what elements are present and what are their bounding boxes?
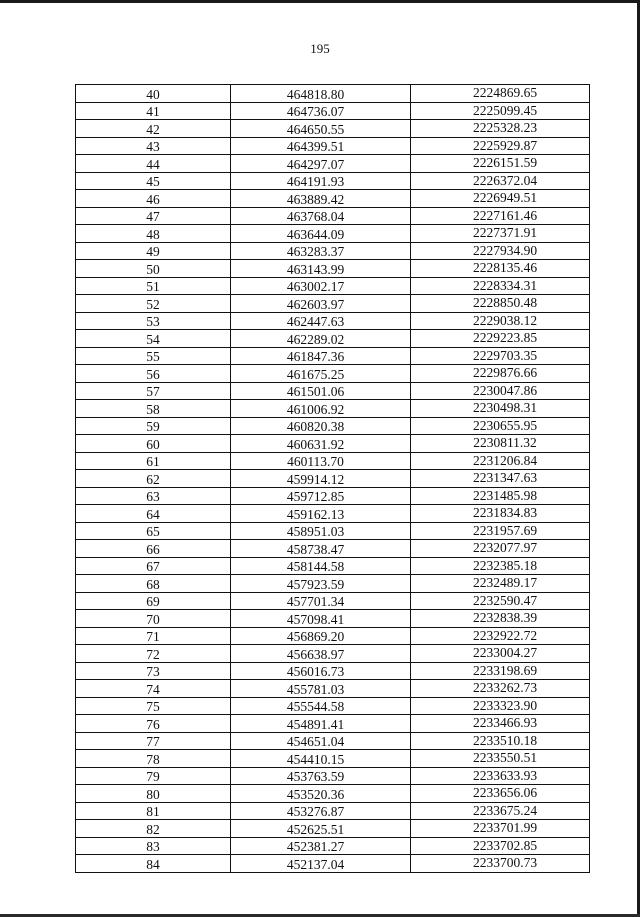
y-coordinate-cell: 2233702.85 [411, 837, 590, 855]
point-number-cell: 61 [76, 452, 231, 470]
x-coordinate-cell: 453276.87 [231, 802, 411, 820]
y-coordinate-cell: 2232077.97 [411, 540, 590, 558]
point-number-cell: 72 [76, 645, 231, 663]
table-row [76, 785, 590, 803]
y-coordinate-cell: 2225099.45 [411, 102, 590, 120]
table-row [76, 295, 590, 313]
table-row [76, 435, 590, 453]
y-coordinate-cell: 2232590.47 [411, 592, 590, 610]
y-coordinate-cell: 2229223.85 [411, 330, 590, 348]
point-number-cell: 60 [76, 435, 231, 453]
x-coordinate-cell: 464650.55 [231, 120, 411, 138]
point-number-cell: 49 [76, 242, 231, 260]
table-row [76, 837, 590, 855]
point-number-cell: 62 [76, 470, 231, 488]
y-coordinate-cell: 2231957.69 [411, 522, 590, 540]
table-row [76, 190, 590, 208]
table-row [76, 505, 590, 523]
y-coordinate-cell: 2226949.51 [411, 190, 590, 208]
table-row [76, 802, 590, 820]
x-coordinate-cell: 453520.36 [231, 785, 411, 803]
point-number-cell: 64 [76, 505, 231, 523]
table-row [76, 767, 590, 785]
point-number-cell: 80 [76, 785, 231, 803]
point-number-cell: 53 [76, 312, 231, 330]
x-coordinate-cell: 452381.27 [231, 837, 411, 855]
point-number-cell: 71 [76, 627, 231, 645]
y-coordinate-cell: 2230655.95 [411, 417, 590, 435]
point-number-cell: 67 [76, 557, 231, 575]
x-coordinate-cell: 458951.03 [231, 522, 411, 540]
y-coordinate-cell: 2228850.48 [411, 295, 590, 313]
point-number-cell: 73 [76, 662, 231, 680]
x-coordinate-cell: 461501.06 [231, 382, 411, 400]
y-coordinate-cell: 2228334.31 [411, 277, 590, 295]
x-coordinate-cell: 460631.92 [231, 435, 411, 453]
point-number-cell: 55 [76, 347, 231, 365]
y-coordinate-cell: 2228135.46 [411, 260, 590, 278]
table-row [76, 715, 590, 733]
x-coordinate-cell: 459162.13 [231, 505, 411, 523]
y-coordinate-cell: 2227934.90 [411, 242, 590, 260]
y-coordinate-cell: 2231834.83 [411, 505, 590, 523]
table-row [76, 120, 590, 138]
point-number-cell: 52 [76, 295, 231, 313]
table-row [76, 645, 590, 663]
x-coordinate-cell: 463143.99 [231, 260, 411, 278]
point-number-cell: 76 [76, 715, 231, 733]
table-row [76, 137, 590, 155]
point-number-cell: 83 [76, 837, 231, 855]
x-coordinate-cell: 464399.51 [231, 137, 411, 155]
table-row [76, 347, 590, 365]
y-coordinate-cell: 2229038.12 [411, 312, 590, 330]
point-number-cell: 68 [76, 575, 231, 593]
y-coordinate-cell: 2233262.73 [411, 680, 590, 698]
table-row [76, 260, 590, 278]
x-coordinate-cell: 461006.92 [231, 400, 411, 418]
table-row [76, 557, 590, 575]
x-coordinate-cell: 463283.37 [231, 242, 411, 260]
table-row [76, 172, 590, 190]
table-row [76, 330, 590, 348]
table-row [76, 680, 590, 698]
point-number-cell: 82 [76, 820, 231, 838]
x-coordinate-cell: 454891.41 [231, 715, 411, 733]
point-number-cell: 79 [76, 767, 231, 785]
x-coordinate-cell: 455781.03 [231, 680, 411, 698]
x-coordinate-cell: 453763.59 [231, 767, 411, 785]
y-coordinate-cell: 2232838.39 [411, 610, 590, 628]
table-row [76, 592, 590, 610]
table-row [76, 627, 590, 645]
y-coordinate-cell: 2233466.93 [411, 715, 590, 733]
point-number-cell: 70 [76, 610, 231, 628]
point-number-cell: 84 [76, 855, 231, 873]
y-coordinate-cell: 2227371.91 [411, 225, 590, 243]
x-coordinate-cell: 460820.38 [231, 417, 411, 435]
table-row [76, 610, 590, 628]
y-coordinate-cell: 2232489.17 [411, 575, 590, 593]
point-number-cell: 77 [76, 732, 231, 750]
y-coordinate-cell: 2227161.46 [411, 207, 590, 225]
table-row [76, 470, 590, 488]
x-coordinate-cell: 463889.42 [231, 190, 411, 208]
y-coordinate-cell: 2232922.72 [411, 627, 590, 645]
table-row [76, 522, 590, 540]
y-coordinate-cell: 2225929.87 [411, 137, 590, 155]
table-row [76, 540, 590, 558]
x-coordinate-cell: 458144.58 [231, 557, 411, 575]
table-row [76, 662, 590, 680]
x-coordinate-cell: 463002.17 [231, 277, 411, 295]
table-row [76, 452, 590, 470]
point-number-cell: 56 [76, 365, 231, 383]
x-coordinate-cell: 455544.58 [231, 697, 411, 715]
point-number-cell: 45 [76, 172, 231, 190]
x-coordinate-cell: 457923.59 [231, 575, 411, 593]
x-coordinate-cell: 464736.07 [231, 102, 411, 120]
point-number-cell: 51 [76, 277, 231, 295]
point-number-cell: 78 [76, 750, 231, 768]
y-coordinate-cell: 2231206.84 [411, 452, 590, 470]
coordinates-table [75, 84, 590, 873]
point-number-cell: 40 [76, 85, 231, 103]
point-number-cell: 57 [76, 382, 231, 400]
table-row [76, 400, 590, 418]
y-coordinate-cell: 2233633.93 [411, 767, 590, 785]
x-coordinate-cell: 460113.70 [231, 452, 411, 470]
table-row [76, 155, 590, 173]
point-number-cell: 50 [76, 260, 231, 278]
y-coordinate-cell: 2233198.69 [411, 662, 590, 680]
y-coordinate-cell: 2226151.59 [411, 155, 590, 173]
y-coordinate-cell: 2233656.06 [411, 785, 590, 803]
y-coordinate-cell: 2233675.24 [411, 802, 590, 820]
table-row [76, 697, 590, 715]
point-number-cell: 74 [76, 680, 231, 698]
y-coordinate-cell: 2230498.31 [411, 400, 590, 418]
scan-border-top [0, 0, 640, 3]
point-number-cell: 66 [76, 540, 231, 558]
point-number-cell: 54 [76, 330, 231, 348]
x-coordinate-cell: 458738.47 [231, 540, 411, 558]
table-row [76, 417, 590, 435]
coordinates-table-body [76, 85, 590, 873]
point-number-cell: 63 [76, 487, 231, 505]
y-coordinate-cell: 2233510.18 [411, 732, 590, 750]
x-coordinate-cell: 461675.25 [231, 365, 411, 383]
x-coordinate-cell: 456016.73 [231, 662, 411, 680]
table-row [76, 312, 590, 330]
point-number-cell: 81 [76, 802, 231, 820]
table-row [76, 855, 590, 873]
y-coordinate-cell: 2230047.86 [411, 382, 590, 400]
x-coordinate-cell: 464818.80 [231, 85, 411, 103]
point-number-cell: 58 [76, 400, 231, 418]
table-row [76, 277, 590, 295]
point-number-cell: 47 [76, 207, 231, 225]
x-coordinate-cell: 452625.51 [231, 820, 411, 838]
x-coordinate-cell: 457098.41 [231, 610, 411, 628]
point-number-cell: 41 [76, 102, 231, 120]
x-coordinate-cell: 454651.04 [231, 732, 411, 750]
x-coordinate-cell: 461847.36 [231, 347, 411, 365]
x-coordinate-cell: 457701.34 [231, 592, 411, 610]
point-number-cell: 43 [76, 137, 231, 155]
table-row [76, 85, 590, 103]
x-coordinate-cell: 464191.93 [231, 172, 411, 190]
point-number-cell: 69 [76, 592, 231, 610]
y-coordinate-cell: 2229703.35 [411, 347, 590, 365]
x-coordinate-cell: 456638.97 [231, 645, 411, 663]
x-coordinate-cell: 462603.97 [231, 295, 411, 313]
y-coordinate-cell: 2226372.04 [411, 172, 590, 190]
table-row [76, 242, 590, 260]
point-number-cell: 59 [76, 417, 231, 435]
x-coordinate-cell: 459914.12 [231, 470, 411, 488]
table-row [76, 207, 590, 225]
table-row [76, 575, 590, 593]
x-coordinate-cell: 462447.63 [231, 312, 411, 330]
x-coordinate-cell: 456869.20 [231, 627, 411, 645]
table-row [76, 382, 590, 400]
y-coordinate-cell: 2233323.90 [411, 697, 590, 715]
y-coordinate-cell: 2233004.27 [411, 645, 590, 663]
y-coordinate-cell: 2229876.66 [411, 365, 590, 383]
y-coordinate-cell: 2232385.18 [411, 557, 590, 575]
y-coordinate-cell: 2224869.65 [411, 85, 590, 103]
x-coordinate-cell: 462289.02 [231, 330, 411, 348]
x-coordinate-cell: 454410.15 [231, 750, 411, 768]
table-row [76, 225, 590, 243]
point-number-cell: 42 [76, 120, 231, 138]
table-row [76, 732, 590, 750]
y-coordinate-cell: 2231347.63 [411, 470, 590, 488]
x-coordinate-cell: 463768.04 [231, 207, 411, 225]
point-number-cell: 46 [76, 190, 231, 208]
point-number-cell: 44 [76, 155, 231, 173]
table-row [76, 365, 590, 383]
x-coordinate-cell: 459712.85 [231, 487, 411, 505]
y-coordinate-cell: 2233550.51 [411, 750, 590, 768]
page-number: 195 [310, 41, 330, 56]
x-coordinate-cell: 464297.07 [231, 155, 411, 173]
y-coordinate-cell: 2225328.23 [411, 120, 590, 138]
y-coordinate-cell: 2231485.98 [411, 487, 590, 505]
point-number-cell: 75 [76, 697, 231, 715]
y-coordinate-cell: 2233700.73 [411, 855, 590, 873]
x-coordinate-cell: 463644.09 [231, 225, 411, 243]
point-number-cell: 65 [76, 522, 231, 540]
x-coordinate-cell: 452137.04 [231, 855, 411, 873]
y-coordinate-cell: 2233701.99 [411, 820, 590, 838]
table-row [76, 102, 590, 120]
table-row [76, 487, 590, 505]
y-coordinate-cell: 2230811.32 [411, 435, 590, 453]
table-row [76, 750, 590, 768]
table-row [76, 820, 590, 838]
point-number-cell: 48 [76, 225, 231, 243]
